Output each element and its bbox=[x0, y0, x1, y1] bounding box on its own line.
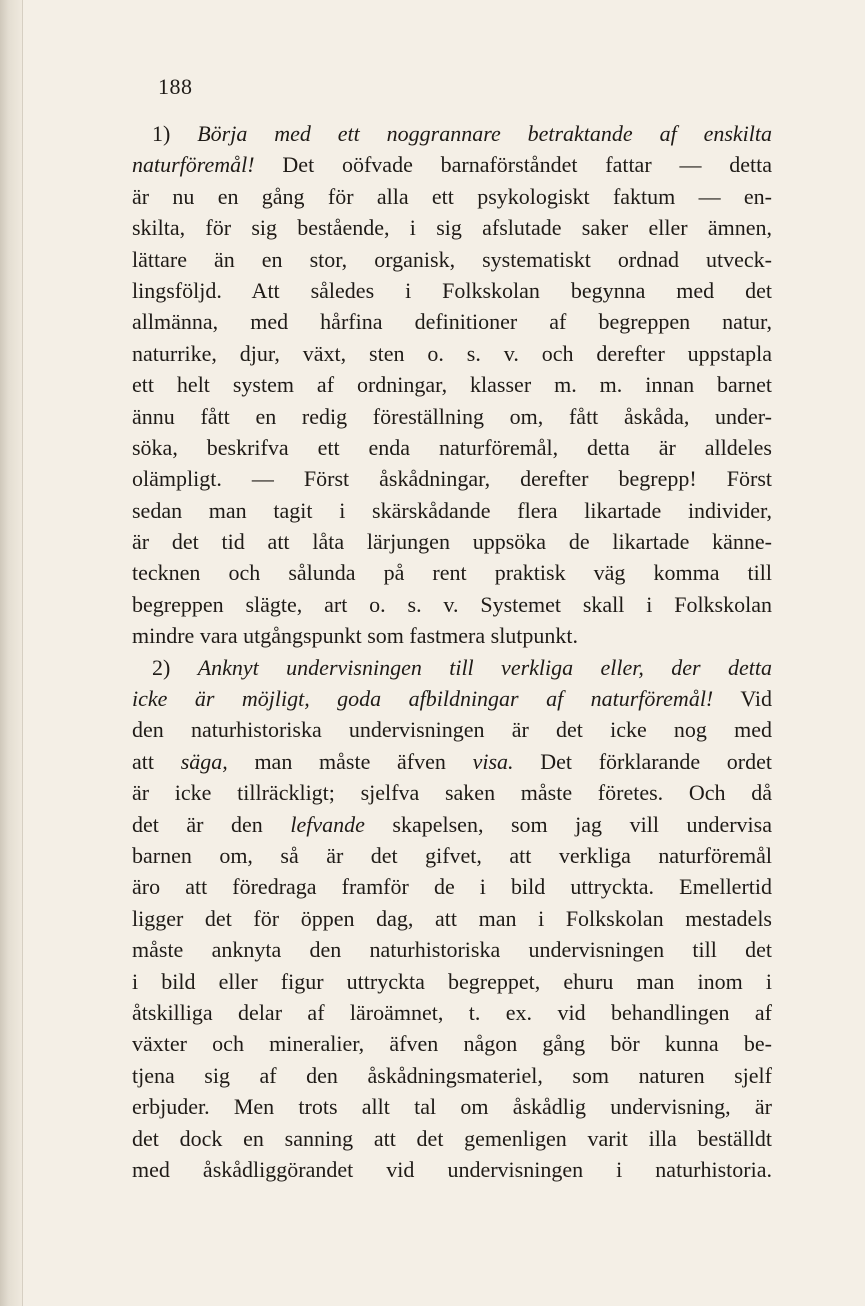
text-segment: naturrike, djur, växt, sten o. s. v. och derefter uppstapla bbox=[132, 340, 772, 366]
text-line bbox=[132, 1060, 772, 1091]
page-binding-edge bbox=[0, 0, 23, 1306]
text-segment: Det oöfvade barnaförståndet fattar — detta bbox=[254, 152, 772, 178]
text-segment: äro att föredraga framför de i bild uttryckta. Emellertid bbox=[132, 874, 772, 900]
page-number: 188 bbox=[158, 74, 193, 99]
text-line bbox=[132, 1154, 772, 1185]
text-segment: begreppen slägte, art o. s. v. Systemet skall i Folkskolan bbox=[132, 591, 772, 617]
text-line bbox=[132, 118, 772, 149]
text-line bbox=[132, 746, 772, 777]
text-line bbox=[132, 871, 772, 902]
text-line bbox=[132, 809, 772, 840]
text-line bbox=[132, 149, 772, 180]
text-line bbox=[132, 840, 772, 871]
italic-text-segment: Börja med ett noggrannare betraktande af enskilta bbox=[197, 121, 772, 146]
text-line bbox=[132, 526, 772, 557]
text-segment: lingsföljd. Att således i Folkskolan begynna med det bbox=[132, 277, 772, 303]
body-text bbox=[132, 118, 772, 1185]
text-segment: tjena sig af den åskådningsmateriel, som naturen sjelf bbox=[132, 1062, 772, 1088]
text-line bbox=[132, 557, 772, 588]
italic-text-segment: visa. bbox=[472, 748, 514, 774]
text-line bbox=[132, 1091, 772, 1122]
text-segment: lättare än en stor, organisk, systematiskt ordnad utveck- bbox=[132, 246, 772, 272]
text-line bbox=[132, 966, 772, 997]
text-line bbox=[132, 212, 772, 243]
text-line bbox=[132, 683, 772, 714]
text-segment: att bbox=[132, 748, 181, 774]
text-segment: är det tid att låta lärjungen uppsöka de likartade känne- bbox=[132, 529, 772, 555]
text-segment: växter och mineralier, äfven någon gång bör kunna be- bbox=[132, 1031, 772, 1057]
text-line bbox=[132, 401, 772, 432]
text-segment: mindre vara utgångspunkt som fastmera slutpunkt. bbox=[132, 623, 579, 649]
italic-text-segment: lefvande bbox=[290, 811, 365, 837]
text-line bbox=[132, 338, 772, 369]
text-segment: sedan man tagit i skärskådande flera likartade individer, bbox=[132, 497, 772, 523]
text-segment: är icke tillräckligt; sjelfva saken måste företes. Och då bbox=[132, 780, 772, 806]
italic-text-segment: naturföremål! bbox=[132, 152, 255, 178]
text-segment: tecknen och sålunda på rent praktisk väg komma till bbox=[132, 560, 772, 586]
text-line bbox=[132, 495, 772, 526]
text-segment: Vid bbox=[713, 686, 772, 712]
text-segment: olämpligt. — Först åskådningar, derefter begrepp! Först bbox=[132, 466, 772, 492]
text-segment: åtskilliga delar af läroämnet, t. ex. vid behandlingen af bbox=[132, 999, 772, 1025]
text-line bbox=[132, 589, 772, 620]
italic-text-segment: icke är möjligt, goda afbildningar af naturföremål! bbox=[132, 686, 714, 712]
text-segment: ännu fått en redig föreställning om, fått åskåda, under- bbox=[132, 403, 772, 429]
text-line bbox=[132, 652, 772, 683]
text-segment: Det förklarande ordet bbox=[513, 748, 772, 774]
text-segment: ligger det för öppen dag, att man i Folkskolan mestadels bbox=[132, 905, 772, 931]
text-line bbox=[132, 369, 772, 400]
italic-text-segment: Anknyt undervisningen till verkliga eller, der detta bbox=[197, 654, 772, 680]
text-segment: 1) bbox=[152, 121, 198, 146]
text-line bbox=[132, 244, 772, 275]
text-segment: skapelsen, som jag vill undervisa bbox=[364, 811, 772, 837]
text-line bbox=[132, 275, 772, 306]
text-segment: man måste äfven bbox=[227, 748, 473, 774]
text-segment: det dock en sanning att det gemenligen varit illa beställdt bbox=[132, 1125, 772, 1151]
text-line bbox=[132, 777, 772, 808]
text-segment: det är den bbox=[132, 811, 291, 837]
text-line bbox=[132, 997, 772, 1028]
text-line bbox=[132, 903, 772, 934]
text-segment: 2) bbox=[152, 654, 198, 680]
text-line bbox=[132, 181, 772, 212]
text-segment: ett helt system af ordningar, klasser m. m. innan barnet bbox=[132, 372, 772, 398]
text-segment: barnen om, så är det gifvet, att verkliga naturföremål bbox=[132, 842, 772, 868]
text-line bbox=[132, 620, 772, 651]
text-segment: den naturhistoriska undervisningen är det icke nog med bbox=[132, 717, 772, 743]
text-segment: måste anknyta den naturhistoriska undervisningen till det bbox=[132, 937, 772, 963]
text-segment: är nu en gång för alla ett psykologiskt faktum — en- bbox=[132, 183, 772, 209]
text-segment: söka, beskrifva ett enda naturföremål, detta är alldeles bbox=[132, 434, 772, 460]
text-line bbox=[132, 463, 772, 494]
text-line bbox=[132, 714, 772, 745]
text-line bbox=[132, 306, 772, 337]
italic-text-segment: säga, bbox=[180, 748, 228, 774]
text-line bbox=[132, 1028, 772, 1059]
text-segment: med åskådliggörandet vid undervisningen i naturhistoria. bbox=[132, 1156, 772, 1182]
text-segment: skilta, för sig bestående, i sig afslutade saker eller ämnen, bbox=[132, 215, 772, 241]
text-segment: erbjuder. Men trots allt tal om åskådlig undervisning, är bbox=[132, 1094, 772, 1120]
text-segment: i bild eller figur uttryckta begreppet, ehuru man inom i bbox=[132, 968, 772, 994]
text-line bbox=[132, 934, 772, 965]
text-line bbox=[132, 432, 772, 463]
text-line bbox=[132, 1123, 772, 1154]
text-segment: allmänna, med hårfina definitioner af begreppen natur, bbox=[132, 309, 772, 335]
